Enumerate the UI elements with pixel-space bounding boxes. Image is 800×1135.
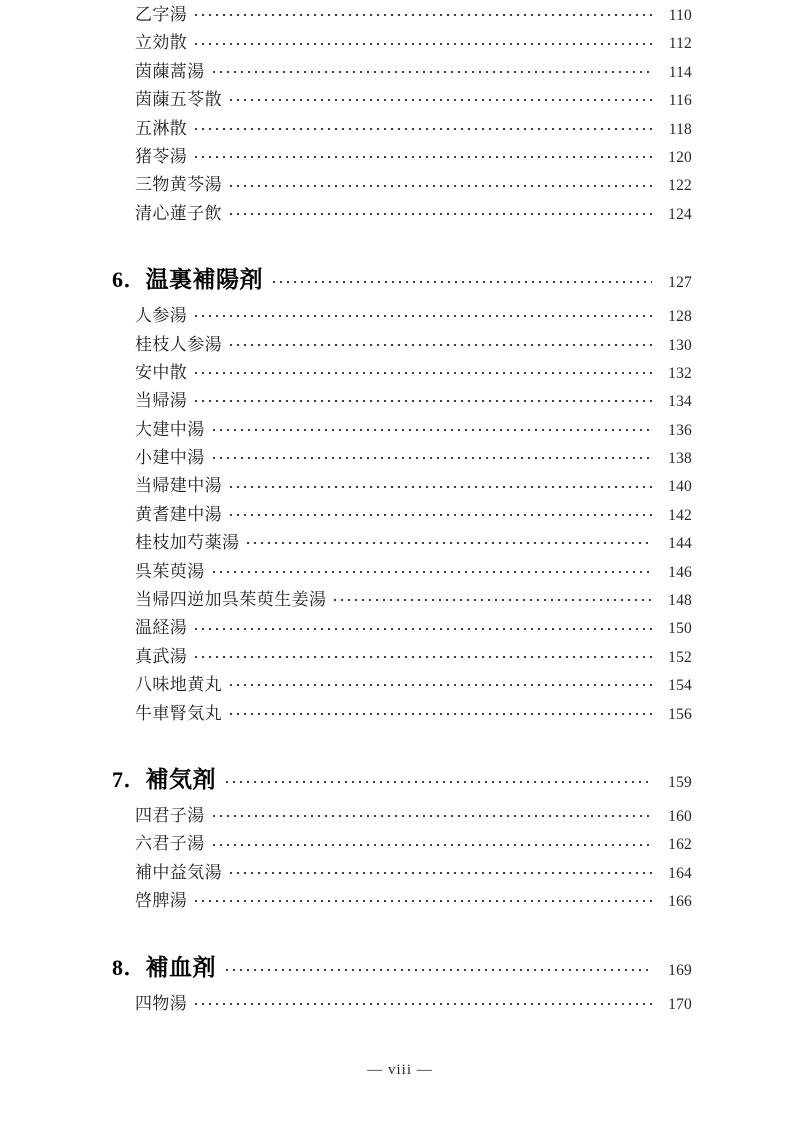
- entry-title: 茵蔯五苓散: [135, 90, 222, 110]
- toc-entry-row[interactable]: [112, 199, 692, 227]
- page-number: 114: [668, 63, 692, 81]
- entry-title: 茵蔯蒿湯: [135, 61, 205, 81]
- toc-entry-row[interactable]: [112, 386, 692, 414]
- page-number: 162: [668, 836, 692, 854]
- entry-title: 六君子湯: [135, 834, 205, 854]
- page-number: 134: [668, 393, 692, 411]
- toc-entry-row[interactable]: [112, 500, 692, 528]
- dot-leader: [213, 450, 652, 464]
- page-folio: — viii —: [367, 1062, 433, 1078]
- entry-title: 小建中湯: [135, 448, 205, 468]
- toc-chapter-row[interactable]: [112, 261, 692, 301]
- chapter-number: 6: [112, 267, 124, 293]
- entry-title: 当帰四逆加呉茱萸生姜湯: [135, 590, 327, 610]
- chapter-title: 補血剤: [145, 954, 217, 980]
- dot-leader: [273, 274, 652, 288]
- toc-entry-row[interactable]: [112, 613, 692, 641]
- dot-leader: [195, 996, 652, 1010]
- page-number: 127: [668, 274, 692, 292]
- page-number: 120: [668, 148, 692, 166]
- chapter-label: [112, 761, 216, 794]
- toc-entry-row[interactable]: [112, 415, 692, 443]
- dot-leader: [195, 893, 652, 907]
- dot-leader: [230, 178, 652, 192]
- toc-entry-row[interactable]: [112, 301, 692, 329]
- dot-leader: [195, 36, 652, 50]
- dot-leader: [226, 774, 652, 788]
- dot-leader: [230, 865, 652, 879]
- chapter-separator: ．: [123, 267, 146, 293]
- dot-leader: [213, 808, 652, 822]
- section-gap: [0, 915, 800, 949]
- entry-title: 啓脾湯: [135, 891, 188, 911]
- entry-title: 清心蓮子飲: [135, 203, 222, 223]
- dot-leader: [230, 706, 652, 720]
- toc-entry-row[interactable]: [112, 330, 692, 358]
- section-gap: [0, 227, 800, 261]
- toc-entry-row[interactable]: [112, 0, 692, 28]
- toc-entry-row[interactable]: [112, 829, 692, 857]
- page-number: 160: [668, 807, 692, 825]
- page-number: 164: [668, 864, 692, 882]
- chapter-label: [112, 949, 216, 982]
- toc-entry-row[interactable]: [112, 142, 692, 170]
- toc-entry-row[interactable]: [112, 858, 692, 886]
- dot-leader: [230, 507, 652, 521]
- toc-entry-row[interactable]: [112, 801, 692, 829]
- dot-leader: [230, 479, 652, 493]
- page-number: 138: [668, 450, 692, 468]
- entry-title: 乙字湯: [135, 5, 188, 24]
- chapter-separator: ．: [123, 766, 146, 792]
- toc-entry-row[interactable]: [112, 85, 692, 113]
- page-number: 169: [668, 961, 692, 979]
- section-gap: [0, 727, 800, 761]
- dot-leader: [195, 649, 652, 663]
- page-number: 122: [668, 177, 692, 195]
- dot-leader: [213, 422, 652, 436]
- page-number: 112: [668, 35, 692, 53]
- entry-title: 三物黄芩湯: [135, 175, 222, 195]
- entry-title: 真武湯: [135, 646, 188, 666]
- dot-leader: [247, 535, 652, 549]
- page-number: 142: [668, 506, 692, 524]
- page-number: 116: [668, 92, 692, 110]
- dot-leader: [195, 365, 652, 379]
- dot-leader: [334, 592, 652, 606]
- entry-title: 呉茱萸湯: [135, 561, 205, 581]
- toc-entry-row[interactable]: [112, 114, 692, 142]
- dot-leader: [195, 308, 652, 322]
- page-number: 156: [668, 705, 692, 723]
- dot-leader: [195, 149, 652, 163]
- toc-entry-row[interactable]: [112, 642, 692, 670]
- entry-title: 黄耆建中湯: [135, 504, 222, 524]
- chapter-title: 温裏補陽剤: [145, 267, 264, 293]
- entry-title: 大建中湯: [135, 419, 205, 439]
- page-number: 154: [668, 677, 692, 695]
- dot-leader: [195, 621, 652, 635]
- chapter-title: 補気剤: [145, 766, 217, 792]
- entry-title: 猪苓湯: [135, 146, 188, 166]
- dot-leader: [230, 92, 652, 106]
- toc-entry-row[interactable]: [112, 528, 692, 556]
- page-number: 159: [668, 773, 692, 791]
- page-number: 130: [668, 336, 692, 354]
- toc-entry-row[interactable]: [112, 170, 692, 198]
- entry-title: 桂枝人参湯: [135, 334, 222, 354]
- toc-entry-row[interactable]: [112, 699, 692, 727]
- page-number: 152: [668, 648, 692, 666]
- entry-title: 温経湯: [135, 618, 188, 638]
- page-number: 132: [668, 364, 692, 382]
- page-number: 118: [668, 120, 692, 138]
- page-number: 170: [668, 995, 692, 1013]
- page-number: 140: [668, 478, 692, 496]
- dot-leader: [230, 677, 652, 691]
- toc-entry-row[interactable]: [112, 989, 692, 1017]
- dot-leader: [213, 837, 652, 851]
- page-number: 148: [668, 592, 692, 610]
- dot-leader: [195, 121, 652, 135]
- dot-leader: [213, 564, 652, 578]
- entry-title: 人参湯: [135, 306, 188, 326]
- entry-title: 四君子湯: [135, 805, 205, 825]
- entry-title: 桂枝加芍薬湯: [135, 533, 240, 553]
- toc-entry-row[interactable]: [112, 28, 692, 56]
- dot-leader: [213, 64, 652, 78]
- entry-title: 立効散: [135, 33, 188, 53]
- toc-entry-row[interactable]: [112, 585, 692, 613]
- entry-title: 安中散: [135, 362, 188, 382]
- entry-title: 当帰湯: [135, 391, 188, 411]
- toc-entry-row[interactable]: [112, 443, 692, 471]
- toc-entry-row[interactable]: [112, 358, 692, 386]
- toc-entry-row[interactable]: [112, 670, 692, 698]
- dot-leader: [230, 206, 652, 220]
- toc-entry-row[interactable]: [112, 557, 692, 585]
- toc-entry-row[interactable]: [112, 886, 692, 914]
- entry-title: 五淋散: [135, 118, 188, 138]
- chapter-separator: ．: [123, 954, 146, 980]
- page-number: 136: [668, 421, 692, 439]
- page-number: 128: [668, 308, 692, 326]
- entry-title: 補中益気湯: [135, 862, 222, 882]
- entry-title: 牛車腎気丸: [135, 703, 222, 723]
- dot-leader: [195, 7, 652, 21]
- page-number: 166: [668, 893, 692, 911]
- chapter-number: 7: [112, 766, 124, 792]
- entry-title: 八味地黄丸: [135, 675, 222, 695]
- toc-chapter-row[interactable]: [112, 761, 692, 801]
- page-number: 146: [668, 563, 692, 581]
- toc-entry-row[interactable]: [112, 471, 692, 499]
- entry-title: 四物湯: [135, 993, 188, 1013]
- chapter-number: 8: [112, 954, 124, 980]
- entry-title: 当帰建中湯: [135, 476, 222, 496]
- page-number: 124: [668, 205, 692, 223]
- toc-entry-row[interactable]: [112, 57, 692, 85]
- toc-chapter-row[interactable]: [112, 949, 692, 989]
- page-number: 144: [668, 535, 692, 553]
- page-number: 110: [668, 7, 692, 24]
- chapter-label: [112, 261, 263, 294]
- page-number: 150: [668, 620, 692, 638]
- dot-leader: [230, 337, 652, 351]
- dot-leader: [226, 962, 652, 976]
- dot-leader: [195, 393, 652, 407]
